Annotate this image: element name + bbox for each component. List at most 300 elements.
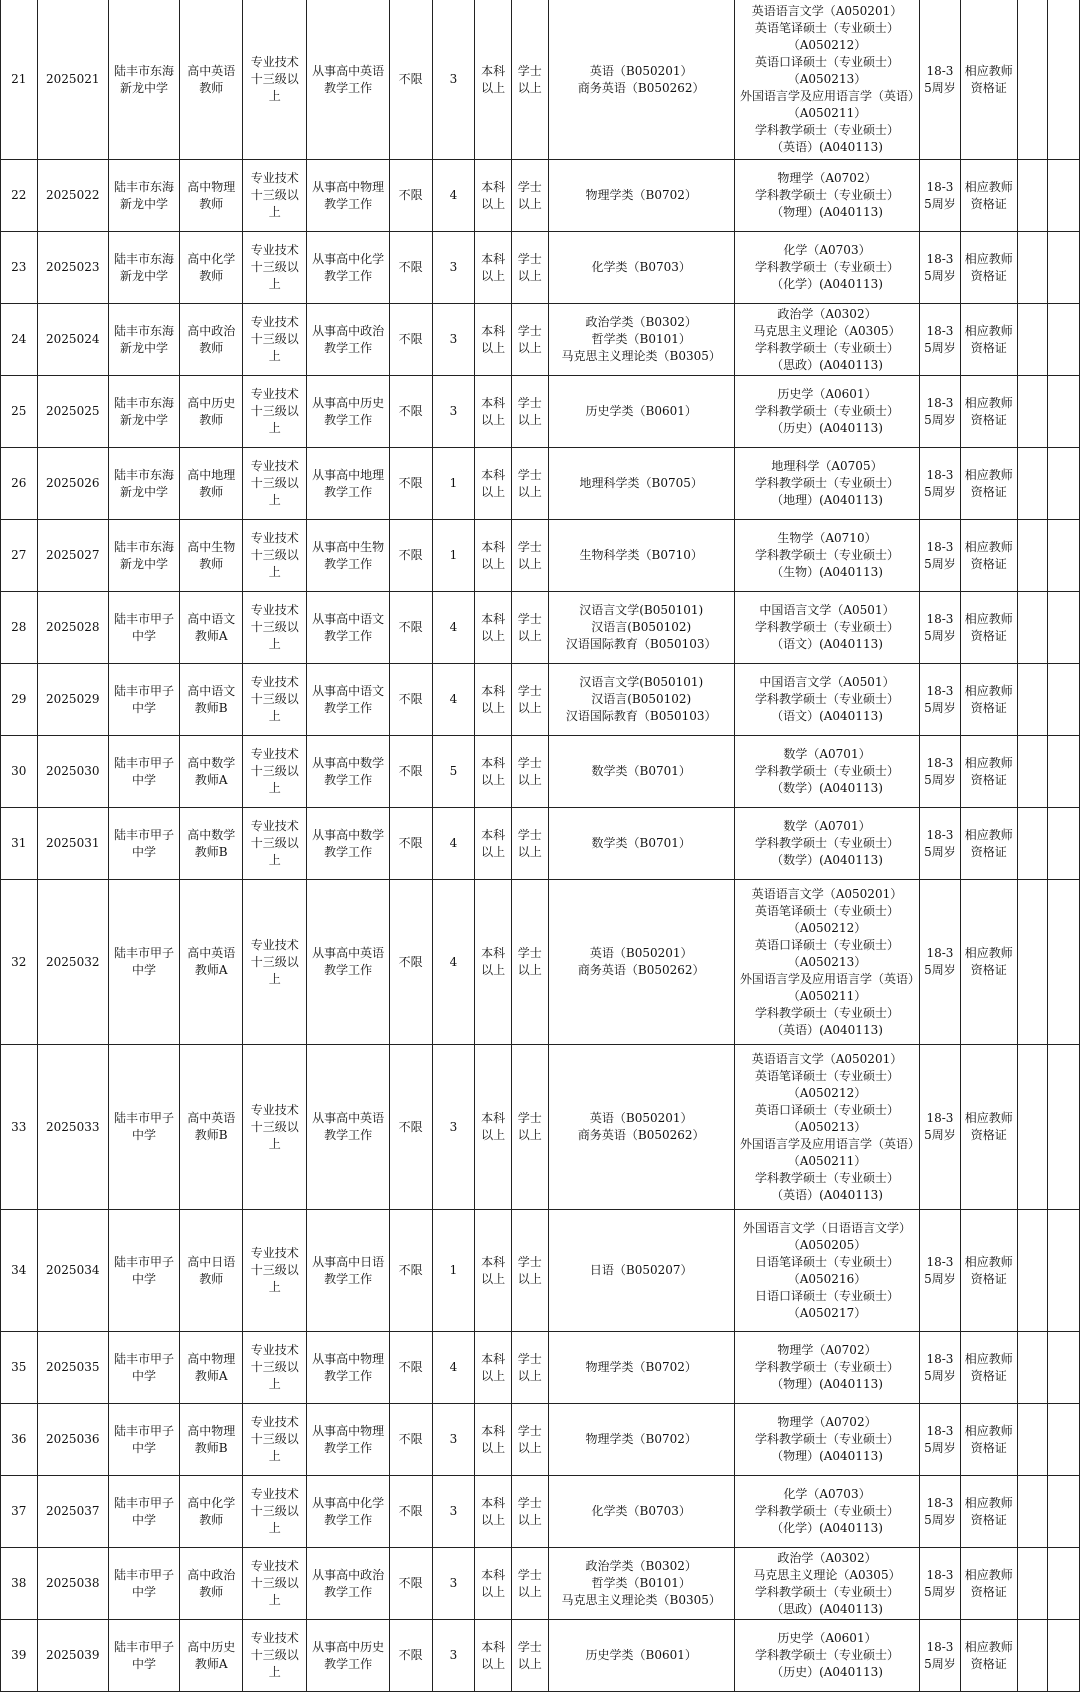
position-cell: 高中物理教师A [180,1332,243,1404]
bachelor-major-cell: 物理学类（B0702） [548,1332,734,1404]
code-cell: 2025021 [37,0,108,160]
master-major-cell: 数学（A0701） 学科教学硕士（专业硕士） （数学）(A040113) [734,736,919,808]
duty-cell: 从事高中物理教学工作 [307,1404,389,1476]
duty-cell: 从事高中数学教学工作 [307,808,389,880]
education-cell: 本科以上 [475,376,512,448]
restriction-cell: 不限 [389,1045,432,1210]
duty-cell: 从事高中历史教学工作 [307,1620,389,1692]
table-row [1,1620,1080,1692]
level-cell: 专业技术十三级以上 [243,880,307,1045]
age-cell: 18-35周岁 [920,1332,961,1404]
level-cell: 专业技术十三级以上 [243,592,307,664]
master-major-cell: 英语语言文学（A050201） 英语笔译硕士（专业硕士） （A050212） 英语口译硕士（专业硕士） （A050213） 外国语言学及应用语言学（英语）（A050211） 学科教学硕士（专业硕士） （英语）(A040113) [734,1045,919,1210]
code-cell: 2025022 [37,160,108,232]
education-cell: 本科以上 [475,1332,512,1404]
unit-cell: 陆丰市甲子中学 [108,1404,179,1476]
seq-cell: 32 [1,880,38,1045]
extra-cell-2 [1048,304,1080,376]
degree-cell: 学士以上 [511,1548,548,1620]
degree-cell: 学士以上 [511,808,548,880]
duty-cell: 从事高中日语教学工作 [307,1210,389,1332]
position-cell: 高中数学教师A [180,736,243,808]
count-cell: 3 [432,376,475,448]
seq-cell: 33 [1,1045,38,1210]
code-cell: 2025028 [37,592,108,664]
count-cell: 4 [432,160,475,232]
code-cell: 2025037 [37,1476,108,1548]
age-cell: 18-35周岁 [920,304,961,376]
degree-cell: 学士以上 [511,0,548,160]
position-cell: 高中物理教师B [180,1404,243,1476]
master-major-cell: 生物学（A0710） 学科教学硕士（专业硕士） （生物）(A040113) [734,520,919,592]
seq-cell: 39 [1,1620,38,1692]
seq-cell: 22 [1,160,38,232]
restriction-cell: 不限 [389,448,432,520]
bachelor-major-cell: 政治学类（B0302） 哲学类（B0101） 马克思主义理论类（B0305） [548,304,734,376]
extra-cell-2 [1048,0,1080,160]
bachelor-major-cell: 英语（B050201） 商务英语（B050262） [548,1045,734,1210]
extra-cell-2 [1048,448,1080,520]
code-cell: 2025031 [37,808,108,880]
duty-cell: 从事高中政治教学工作 [307,1548,389,1620]
degree-cell: 学士以上 [511,376,548,448]
unit-cell: 陆丰市东海新龙中学 [108,160,179,232]
extra-cell-2 [1048,1045,1080,1210]
code-cell: 2025024 [37,304,108,376]
master-major-cell: 政治学（A0302） 马克思主义理论（A0305） 学科教学硕士（专业硕士） （思政）(A040113) [734,304,919,376]
extra-cell-2 [1048,592,1080,664]
level-cell: 专业技术十三级以上 [243,448,307,520]
position-cell: 高中英语教师B [180,1045,243,1210]
certificate-cell: 相应教师资格证 [960,160,1017,232]
education-cell: 本科以上 [475,1476,512,1548]
extra-cell-2 [1048,880,1080,1045]
level-cell: 专业技术十三级以上 [243,664,307,736]
level-cell: 专业技术十三级以上 [243,1404,307,1476]
master-major-cell: 数学（A0701） 学科教学硕士（专业硕士） （数学）(A040113) [734,808,919,880]
level-cell: 专业技术十三级以上 [243,736,307,808]
degree-cell: 学士以上 [511,520,548,592]
master-major-cell: 化学（A0703） 学科教学硕士（专业硕士） （化学）(A040113) [734,232,919,304]
extra-cell-2 [1048,520,1080,592]
position-cell: 高中历史教师 [180,376,243,448]
certificate-cell: 相应教师资格证 [960,232,1017,304]
extra-cell-1 [1017,0,1048,160]
restriction-cell: 不限 [389,808,432,880]
count-cell: 5 [432,736,475,808]
count-cell: 3 [432,1548,475,1620]
extra-cell-1 [1017,592,1048,664]
duty-cell: 从事高中语文教学工作 [307,664,389,736]
bachelor-major-cell: 化学类（B0703） [548,232,734,304]
degree-cell: 学士以上 [511,160,548,232]
extra-cell-2 [1048,1476,1080,1548]
restriction-cell: 不限 [389,1548,432,1620]
code-cell: 2025036 [37,1404,108,1476]
level-cell: 专业技术十三级以上 [243,232,307,304]
count-cell: 4 [432,880,475,1045]
code-cell: 2025025 [37,376,108,448]
education-cell: 本科以上 [475,736,512,808]
table-row [1,376,1080,448]
education-cell: 本科以上 [475,1045,512,1210]
position-cell: 高中日语教师 [180,1210,243,1332]
certificate-cell: 相应教师资格证 [960,0,1017,160]
code-cell: 2025027 [37,520,108,592]
table-row [1,664,1080,736]
degree-cell: 学士以上 [511,304,548,376]
extra-cell-2 [1048,232,1080,304]
code-cell: 2025038 [37,1548,108,1620]
age-cell: 18-35周岁 [920,1620,961,1692]
extra-cell-2 [1048,1332,1080,1404]
seq-cell: 25 [1,376,38,448]
position-cell: 高中语文教师A [180,592,243,664]
degree-cell: 学士以上 [511,736,548,808]
master-major-cell: 化学（A0703） 学科教学硕士（专业硕士） （化学）(A040113) [734,1476,919,1548]
extra-cell-1 [1017,1620,1048,1692]
extra-cell-1 [1017,1548,1048,1620]
certificate-cell: 相应教师资格证 [960,1332,1017,1404]
unit-cell: 陆丰市东海新龙中学 [108,520,179,592]
seq-cell: 35 [1,1332,38,1404]
bachelor-major-cell: 政治学类（B0302） 哲学类（B0101） 马克思主义理论类（B0305） [548,1548,734,1620]
count-cell: 1 [432,1210,475,1332]
degree-cell: 学士以上 [511,1476,548,1548]
bachelor-major-cell: 汉语言文学(B050101) 汉语言(B050102) 汉语国际教育（B050103） [548,592,734,664]
education-cell: 本科以上 [475,520,512,592]
master-major-cell: 政治学（A0302） 马克思主义理论（A0305） 学科教学硕士（专业硕士） （思政）(A040113) [734,1548,919,1620]
bachelor-major-cell: 化学类（B0703） [548,1476,734,1548]
count-cell: 3 [432,1620,475,1692]
code-cell: 2025035 [37,1332,108,1404]
age-cell: 18-35周岁 [920,808,961,880]
restriction-cell: 不限 [389,0,432,160]
position-cell: 高中语文教师B [180,664,243,736]
count-cell: 4 [432,664,475,736]
position-cell: 高中英语教师 [180,0,243,160]
age-cell: 18-35周岁 [920,376,961,448]
unit-cell: 陆丰市甲子中学 [108,1620,179,1692]
unit-cell: 陆丰市东海新龙中学 [108,376,179,448]
certificate-cell: 相应教师资格证 [960,520,1017,592]
duty-cell: 从事高中英语教学工作 [307,0,389,160]
education-cell: 本科以上 [475,304,512,376]
level-cell: 专业技术十三级以上 [243,1210,307,1332]
certificate-cell: 相应教师资格证 [960,664,1017,736]
table-row [1,448,1080,520]
restriction-cell: 不限 [389,1620,432,1692]
bachelor-major-cell: 历史学类（B0601） [548,376,734,448]
certificate-cell: 相应教师资格证 [960,1404,1017,1476]
education-cell: 本科以上 [475,664,512,736]
seq-cell: 37 [1,1476,38,1548]
extra-cell-2 [1048,1210,1080,1332]
table-body [1,0,1080,1692]
certificate-cell: 相应教师资格证 [960,1045,1017,1210]
extra-cell-1 [1017,1210,1048,1332]
table-row [1,160,1080,232]
extra-cell-2 [1048,160,1080,232]
count-cell: 3 [432,1476,475,1548]
code-cell: 2025026 [37,448,108,520]
master-major-cell: 英语语言文学（A050201） 英语笔译硕士（专业硕士） （A050212） 英语口译硕士（专业硕士） （A050213） 外国语言学及应用语言学（英语）（A050211） 学科教学硕士（专业硕士） （英语）(A040113) [734,880,919,1045]
education-cell: 本科以上 [475,1548,512,1620]
count-cell: 3 [432,0,475,160]
extra-cell-2 [1048,1404,1080,1476]
position-cell: 高中数学教师B [180,808,243,880]
master-major-cell: 中国语言文学（A0501） 学科教学硕士（专业硕士） （语文）(A040113) [734,592,919,664]
table-row [1,1045,1080,1210]
count-cell: 4 [432,808,475,880]
count-cell: 3 [432,304,475,376]
extra-cell-1 [1017,232,1048,304]
extra-cell-2 [1048,664,1080,736]
level-cell: 专业技术十三级以上 [243,304,307,376]
seq-cell: 27 [1,520,38,592]
education-cell: 本科以上 [475,1620,512,1692]
extra-cell-1 [1017,1476,1048,1548]
age-cell: 18-35周岁 [920,1548,961,1620]
table-row [1,1548,1080,1620]
age-cell: 18-35周岁 [920,736,961,808]
age-cell: 18-35周岁 [920,448,961,520]
code-cell: 2025023 [37,232,108,304]
seq-cell: 26 [1,448,38,520]
table-row [1,592,1080,664]
duty-cell: 从事高中化学教学工作 [307,232,389,304]
age-cell: 18-35周岁 [920,520,961,592]
seq-cell: 24 [1,304,38,376]
position-cell: 高中生物教师 [180,520,243,592]
count-cell: 4 [432,1332,475,1404]
table-row [1,0,1080,160]
extra-cell-1 [1017,376,1048,448]
unit-cell: 陆丰市甲子中学 [108,592,179,664]
duty-cell: 从事高中语文教学工作 [307,592,389,664]
level-cell: 专业技术十三级以上 [243,1332,307,1404]
unit-cell: 陆丰市东海新龙中学 [108,0,179,160]
count-cell: 3 [432,1045,475,1210]
count-cell: 3 [432,232,475,304]
certificate-cell: 相应教师资格证 [960,1548,1017,1620]
level-cell: 专业技术十三级以上 [243,160,307,232]
unit-cell: 陆丰市甲子中学 [108,808,179,880]
certificate-cell: 相应教师资格证 [960,592,1017,664]
duty-cell: 从事高中英语教学工作 [307,1045,389,1210]
education-cell: 本科以上 [475,592,512,664]
degree-cell: 学士以上 [511,1332,548,1404]
unit-cell: 陆丰市东海新龙中学 [108,448,179,520]
level-cell: 专业技术十三级以上 [243,376,307,448]
level-cell: 专业技术十三级以上 [243,808,307,880]
extra-cell-1 [1017,448,1048,520]
duty-cell: 从事高中化学教学工作 [307,1476,389,1548]
seq-cell: 38 [1,1548,38,1620]
unit-cell: 陆丰市甲子中学 [108,664,179,736]
age-cell: 18-35周岁 [920,592,961,664]
extra-cell-2 [1048,808,1080,880]
certificate-cell: 相应教师资格证 [960,304,1017,376]
age-cell: 18-35周岁 [920,232,961,304]
bachelor-major-cell: 数学类（B0701） [548,808,734,880]
code-cell: 2025030 [37,736,108,808]
degree-cell: 学士以上 [511,448,548,520]
education-cell: 本科以上 [475,448,512,520]
certificate-cell: 相应教师资格证 [960,1476,1017,1548]
level-cell: 专业技术十三级以上 [243,0,307,160]
duty-cell: 从事高中地理教学工作 [307,448,389,520]
table-row [1,1332,1080,1404]
extra-cell-2 [1048,1548,1080,1620]
extra-cell-1 [1017,664,1048,736]
table-row [1,808,1080,880]
bachelor-major-cell: 数学类（B0701） [548,736,734,808]
restriction-cell: 不限 [389,304,432,376]
bachelor-major-cell: 历史学类（B0601） [548,1620,734,1692]
bachelor-major-cell: 汉语言文学(B050101) 汉语言(B050102) 汉语国际教育（B050103） [548,664,734,736]
education-cell: 本科以上 [475,880,512,1045]
bachelor-major-cell: 英语（B050201） 商务英语（B050262） [548,0,734,160]
unit-cell: 陆丰市甲子中学 [108,880,179,1045]
age-cell: 18-35周岁 [920,1045,961,1210]
count-cell: 1 [432,448,475,520]
restriction-cell: 不限 [389,376,432,448]
position-cell: 高中化学教师 [180,1476,243,1548]
duty-cell: 从事高中英语教学工作 [307,880,389,1045]
code-cell: 2025039 [37,1620,108,1692]
education-cell: 本科以上 [475,160,512,232]
table-row [1,304,1080,376]
master-major-cell: 地理科学（A0705） 学科教学硕士（专业硕士） （地理）(A040113) [734,448,919,520]
degree-cell: 学士以上 [511,1045,548,1210]
restriction-cell: 不限 [389,736,432,808]
restriction-cell: 不限 [389,880,432,1045]
extra-cell-2 [1048,736,1080,808]
bachelor-major-cell: 物理学类（B0702） [548,160,734,232]
unit-cell: 陆丰市甲子中学 [108,1548,179,1620]
degree-cell: 学士以上 [511,232,548,304]
unit-cell: 陆丰市东海新龙中学 [108,232,179,304]
degree-cell: 学士以上 [511,1620,548,1692]
position-cell: 高中政治教师 [180,1548,243,1620]
master-major-cell: 历史学（A0601） 学科教学硕士（专业硕士） （历史）(A040113) [734,1620,919,1692]
certificate-cell: 相应教师资格证 [960,1620,1017,1692]
master-major-cell: 物理学（A0702） 学科教学硕士（专业硕士） （物理）(A040113) [734,1404,919,1476]
bachelor-major-cell: 日语（B050207） [548,1210,734,1332]
count-cell: 1 [432,520,475,592]
education-cell: 本科以上 [475,1404,512,1476]
position-cell: 高中英语教师A [180,880,243,1045]
position-cell: 高中物理教师 [180,160,243,232]
unit-cell: 陆丰市甲子中学 [108,736,179,808]
certificate-cell: 相应教师资格证 [960,736,1017,808]
table-row [1,880,1080,1045]
restriction-cell: 不限 [389,1210,432,1332]
code-cell: 2025029 [37,664,108,736]
unit-cell: 陆丰市东海新龙中学 [108,304,179,376]
extra-cell-1 [1017,736,1048,808]
age-cell: 18-35周岁 [920,1404,961,1476]
extra-cell-1 [1017,1045,1048,1210]
age-cell: 18-35周岁 [920,0,961,160]
duty-cell: 从事高中数学教学工作 [307,736,389,808]
seq-cell: 28 [1,592,38,664]
table-row [1,1404,1080,1476]
position-cell: 高中化学教师 [180,232,243,304]
restriction-cell: 不限 [389,1476,432,1548]
master-major-cell: 英语语言文学（A050201） 英语笔译硕士（专业硕士） （A050212） 英语口译硕士（专业硕士） （A050213） 外国语言学及应用语言学（英语）（A050211） 学科教学硕士（专业硕士） （英语）(A040113) [734,0,919,160]
education-cell: 本科以上 [475,1210,512,1332]
count-cell: 4 [432,592,475,664]
degree-cell: 学士以上 [511,664,548,736]
position-cell: 高中地理教师 [180,448,243,520]
unit-cell: 陆丰市甲子中学 [108,1210,179,1332]
table-row [1,1210,1080,1332]
extra-cell-1 [1017,1332,1048,1404]
duty-cell: 从事高中生物教学工作 [307,520,389,592]
certificate-cell: 相应教师资格证 [960,376,1017,448]
level-cell: 专业技术十三级以上 [243,1620,307,1692]
restriction-cell: 不限 [389,160,432,232]
certificate-cell: 相应教师资格证 [960,1210,1017,1332]
extra-cell-1 [1017,1404,1048,1476]
certificate-cell: 相应教师资格证 [960,448,1017,520]
extra-cell-2 [1048,1620,1080,1692]
table-row [1,232,1080,304]
extra-cell-2 [1048,376,1080,448]
certificate-cell: 相应教师资格证 [960,808,1017,880]
count-cell: 3 [432,1404,475,1476]
code-cell: 2025034 [37,1210,108,1332]
unit-cell: 陆丰市甲子中学 [108,1045,179,1210]
education-cell: 本科以上 [475,0,512,160]
age-cell: 18-35周岁 [920,880,961,1045]
restriction-cell: 不限 [389,1332,432,1404]
degree-cell: 学士以上 [511,1404,548,1476]
education-cell: 本科以上 [475,232,512,304]
seq-cell: 23 [1,232,38,304]
seq-cell: 31 [1,808,38,880]
certificate-cell: 相应教师资格证 [960,880,1017,1045]
age-cell: 18-35周岁 [920,664,961,736]
extra-cell-1 [1017,520,1048,592]
table-row [1,736,1080,808]
degree-cell: 学士以上 [511,880,548,1045]
duty-cell: 从事高中物理教学工作 [307,1332,389,1404]
level-cell: 专业技术十三级以上 [243,520,307,592]
position-cell: 高中政治教师 [180,304,243,376]
duty-cell: 从事高中历史教学工作 [307,376,389,448]
master-major-cell: 历史学（A0601） 学科教学硕士（专业硕士） （历史）(A040113) [734,376,919,448]
seq-cell: 29 [1,664,38,736]
age-cell: 18-35周岁 [920,1476,961,1548]
code-cell: 2025032 [37,880,108,1045]
age-cell: 18-35周岁 [920,1210,961,1332]
bachelor-major-cell: 生物科学类（B0710） [548,520,734,592]
master-major-cell: 物理学（A0702） 学科教学硕士（专业硕士） （物理）(A040113) [734,160,919,232]
duty-cell: 从事高中物理教学工作 [307,160,389,232]
master-major-cell: 中国语言文学（A0501） 学科教学硕士（专业硕士） （语文）(A040113) [734,664,919,736]
master-major-cell: 物理学（A0702） 学科教学硕士（专业硕士） （物理）(A040113) [734,1332,919,1404]
position-cell: 高中历史教师A [180,1620,243,1692]
restriction-cell: 不限 [389,1404,432,1476]
level-cell: 专业技术十三级以上 [243,1045,307,1210]
seq-cell: 21 [1,0,38,160]
table-row [1,520,1080,592]
extra-cell-1 [1017,880,1048,1045]
degree-cell: 学士以上 [511,1210,548,1332]
